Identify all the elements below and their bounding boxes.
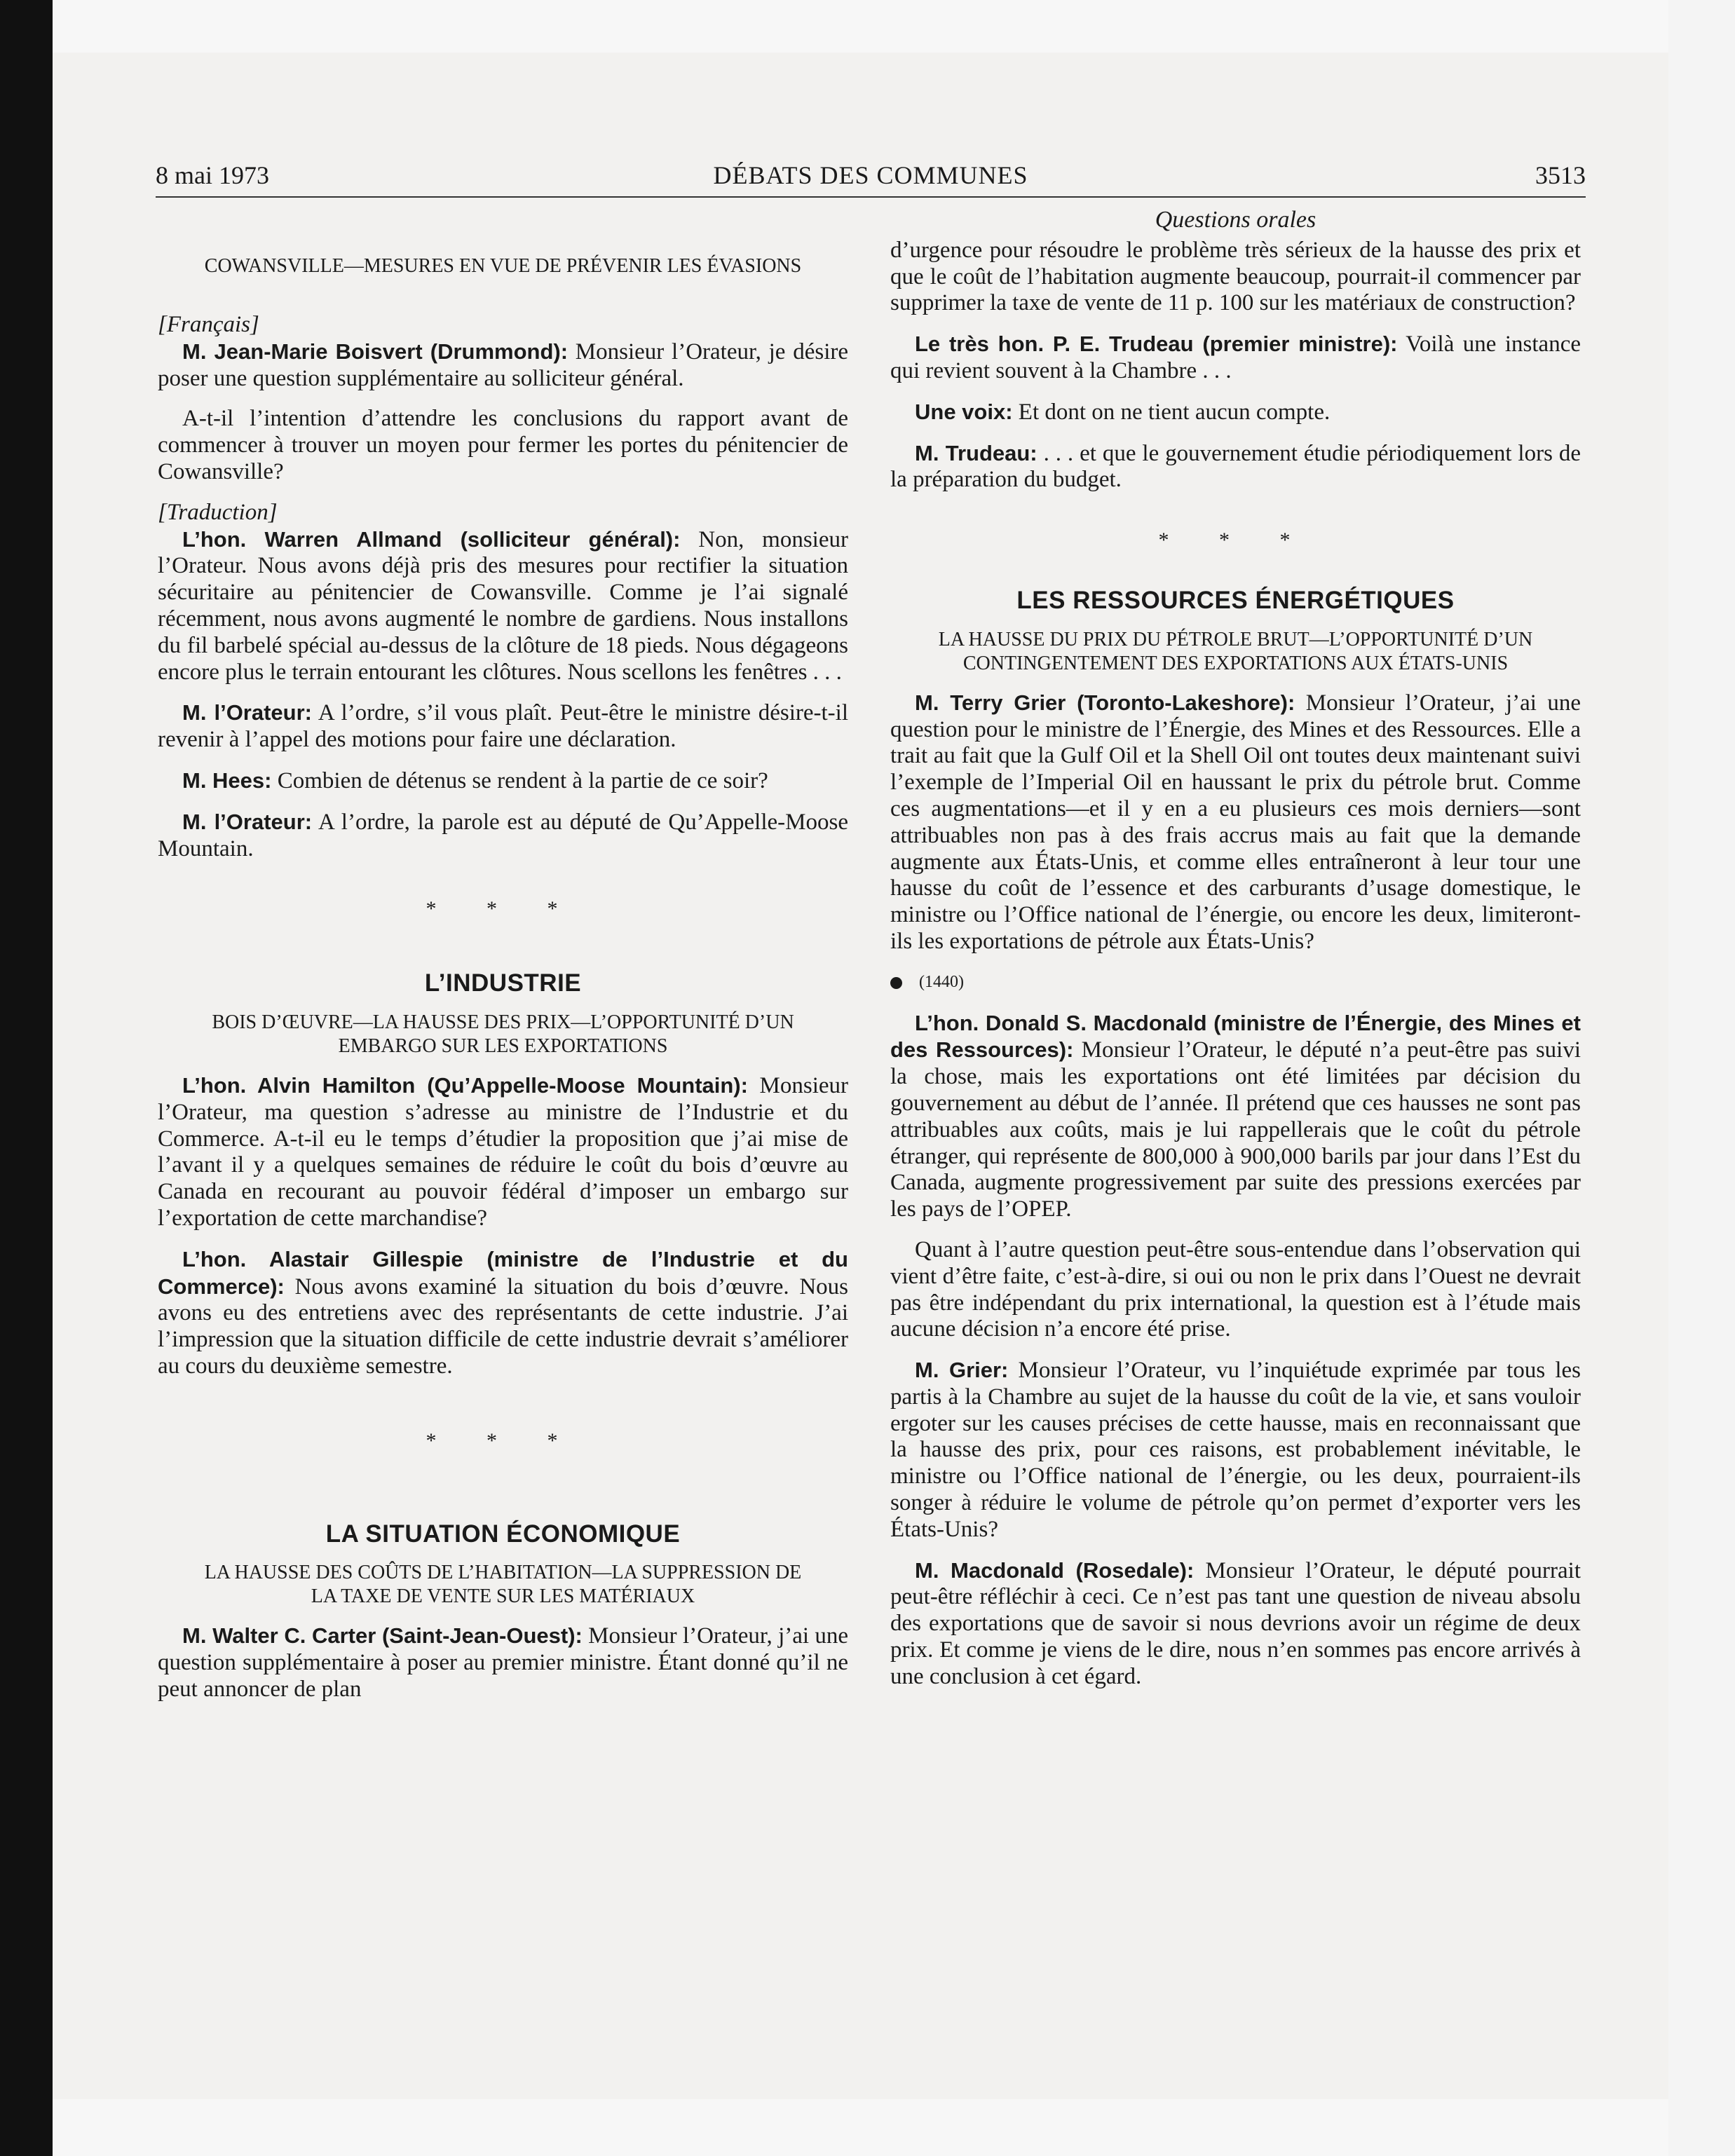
section-title-ressources-energetiques: LES RESSOURCES ÉNERGÉTIQUES [1016, 586, 1455, 614]
running-head: Questions orales [1155, 207, 1316, 233]
speaker-name: L’hon. Warren Allmand (solliciteur général): [182, 526, 681, 552]
page-header [156, 160, 1586, 198]
scan-border-right [1668, 0, 1735, 2156]
section-title-situation-economique: LA SITUATION ÉCONOMIQUE [325, 1520, 681, 1548]
scan-border-bottom [53, 2099, 1735, 2156]
speech-text: Voilà une instance qui revient souvent à la Chambre . . . [890, 332, 1581, 383]
time-stamp [890, 969, 1581, 996]
section-separator: * * * [426, 897, 580, 921]
paragraph-carter [158, 1623, 848, 1703]
speech-text: A l’ordre, s’il vous plaît. Peut-être le ministre désire-t-il revenir à l’appel des motions pour faire une déclaration. [158, 700, 848, 753]
speech-text: Monsieur l’Orateur, j’ai une question pour le ministre de l’Énergie, des Mines et des Ressources. Elle a trait au fait que la Gulf Oil et la Shell Oil ont toutes deux maintenant suivi l’exemple de l’Imperial Oil en haussant le prix du pétrole brut. Comme ces augmentations—et il y en a eu plusieurs ces mois derniers—sont attribuables non pas à des frais accrus mais au fait que la demande augmente aux États-Unis, et comme elles entraîneront à leur tour une hausse du coût de l’essence et des carburants d’usage domestique, le ministre ou l’Office national de l’énergie, ou encore les deux, limiteront-ils les exportations de pétrole aux États-Unis? [890, 690, 1581, 954]
speaker-name: M. Macdonald (Rosedale): [915, 1557, 1195, 1583]
paragraph-trudeau-1 [890, 331, 1581, 385]
speaker-name: L’hon. Donald S. Macdonald (ministre de l’Énergie, des Mines et des Ressources): [890, 1010, 1581, 1063]
language-marker-francais: [Français] [158, 312, 259, 337]
paragraph-boisvert [158, 339, 848, 393]
header-date: 8 mai 1973 [156, 161, 269, 189]
speech-text: Monsieur l’Orateur, le député n’a peut-être pas suivi la chose, mais les exportations ont été limitées par décision du gouvernement au début de l’année. Il prétend que ces hausses ne sont pas attribuables aux coûts, mais je lui rappellerais que le coût du pétrole étranger, qui représente de 800,000 à 900,000 barils par jour dans l’Est du Canada, augmente progressivement par suite des pressions exercées par les pays de l’OPEP. [890, 1037, 1581, 1222]
scan-border-top [53, 0, 1735, 53]
speaker-name: M. Trudeau: [915, 440, 1037, 465]
paragraph-boisvert-cont: A-t-il l’intention d’attendre les conclusions du rapport avant de commencer à trouver un moyen pour fermer les portes du pénitencier de Cowansville? [158, 406, 848, 484]
speaker-name: M. Walter C. Carter (Saint-Jean-Ouest): [182, 1623, 583, 1649]
speech-text: A l’ordre, la parole est au député de Qu’Appelle-Moose Mountain. [158, 809, 848, 861]
speech-text: Monsieur l’Orateur, ma question s’adresse au ministre de l’Industrie et du Commerce. A-t-il eu le temps d’étudier la proposition que j’ai mise de l’avant il y a quelques semaines de réduire le coût du bois d’œuvre au Canada en recourant au pouvoir fédéral d’imposer un embargo sur l’exportation de cette marchandise? [158, 1072, 848, 1231]
paragraph-une-voix [890, 399, 1581, 426]
speech-text: Monsieur l’Orateur, le député pourrait peut-être réfléchir à ceci. Ce n’est pas tant une question de niveau absolu des exportations que de savoir si nous devrions avoir un régime de deux prix. Et comme je viens de le dire, nous n’en sommes pas encore arrivés à une conclusion à cet égard. [890, 1557, 1581, 1689]
speech-text: Monsieur l’Orateur, je désire poser une question supplémentaire au solliciteur général. [158, 339, 848, 391]
header-page-number: 3513 [1535, 161, 1586, 189]
speaker-name: M. Jean-Marie Boisvert (Drummond): [182, 339, 569, 364]
language-marker-traduction: [Traduction] [158, 499, 278, 525]
speech-text: Et dont on ne tient aucun compte. [1012, 399, 1331, 425]
paragraph-macdonald-3 [890, 1557, 1581, 1691]
speaker-name: L’hon. Alvin Hamilton (Qu’Appelle-Moose Mountain): [182, 1072, 748, 1098]
paragraph-macdonald-2: Quant à l’autre question peut-être sous-entendue dans l’observation qui vient d’être faite, c’est-à-dire, si oui ou non le prix dans l’Ouest ne devrait pas être indépendant du prix international, la question est à l’étude mais aucune décision n’a encore été prise. [890, 1236, 1581, 1342]
speaker-name: Le très hon. P. E. Trudeau (premier ministre): [915, 332, 1398, 357]
paragraph-hees [158, 767, 848, 795]
header-title: DÉBATS DES COMMUNES [713, 161, 1028, 189]
section-title-industrie: L’INDUSTRIE [424, 969, 582, 997]
left-column [158, 207, 848, 1703]
speaker-name: M. l’Orateur: [182, 809, 313, 834]
section-separator: * * * [426, 1428, 580, 1452]
paragraph-allmand [158, 526, 848, 686]
speech-text: . . . et que le gouvernement étudie périodiquement lors de la préparation du budget. [890, 440, 1581, 493]
speaker-name: L’hon. Alastair Gillespie (ministre de l’Industrie et du Commerce): [158, 1246, 848, 1299]
speech-text: Monsieur l’Orateur, vu l’inquiétude exprimée par tous les partis à la Chambre au sujet de la hausse du coût de la vie, et sans vouloir ergoter sur les causes précises de cette hausse, mais en reconnaissant que la hausse des prix, pour ces raisons, est probablement inévitable, le ministre ou l’Office national de l’énergie, ou les deux, pourraient-ils songer à réduire le volume de pétrole qu’on permet d’exporter vers les États-Unis? [890, 1358, 1581, 1542]
speech-text: Nous avons examiné la situation du bois d’œuvre. Nous avons eu des entretiens avec des représentants de cette industrie. J’ai l’impression que la situation difficile de cette industrie devrait s’améliorer au cours du deuxième semestre. [158, 1274, 848, 1379]
subheading-bois-oeuvre: BOIS D’ŒUVRE—LA HAUSSE DES PRIX—L’OPPORTUNITÉ D’UN EMBARGO SUR LES EXPORTATIONS [212, 1011, 794, 1057]
paragraph-gillespie [158, 1246, 848, 1380]
subheading-petrole-brut: LA HAUSSE DU PRIX DU PÉTROLE BRUT—L’OPPORTUNITÉ D’UN CONTINGENTEMENT DES EXPORTATIONS AUX ÉTATS-UNIS [938, 628, 1533, 674]
paragraph-orateur-2 [158, 809, 848, 863]
speech-text: Non, monsieur l’Orateur. Nous avons déjà pris des mesures pour rectifier la situation sécuritaire au pénitencier de Cowansville. Comme je l’ai signalé récemment, nous avons augmenté le nombre de gardiens. Nous installons du fil barbelé spécial au-dessus de la clôture de 18 pieds. Nous dégageons encore plus le terrain entourant les clôtures. Nous scellons les fenêtres . . . [158, 526, 848, 685]
speech-text: Combien de détenus se rendent à la partie de ce soir? [271, 767, 768, 793]
speaker-name: Une voix: [915, 399, 1013, 424]
paragraph-orateur-1 [158, 700, 848, 753]
speaker-name: M. Hees: [182, 767, 272, 793]
paragraph-carter-cont: d’urgence pour résoudre le problème très sérieux de la hausse des prix et que le coût de l’habitation augmente beaucoup, pourrait-il commencer par supprimer la taxe de vente de 11 p. 100 sur les matériaux de construction? [890, 237, 1581, 316]
paragraph-hamilton [158, 1072, 848, 1232]
bullet-dot-icon [890, 977, 902, 989]
speaker-name: M. Terry Grier (Toronto-Lakeshore): [915, 690, 1295, 715]
paragraph-trudeau-2 [890, 440, 1581, 494]
speaker-name: M. Grier: [915, 1358, 1009, 1383]
subheading-habitation: LA HAUSSE DES COÛTS DE L’HABITATION—LA SUPPRESSION DE LA TAXE DE VENTE SUR LES MATÉRIAUX [204, 1562, 802, 1608]
paragraph-grier-1 [890, 690, 1581, 955]
right-column [890, 207, 1581, 1691]
section-separator: * * * [1158, 528, 1313, 552]
paragraph-macdonald-1 [890, 1010, 1581, 1223]
scan-border-left [0, 0, 53, 2156]
subheading-cowansville: COWANSVILLE—MESURES EN VUE DE PRÉVENIR LES ÉVASIONS [204, 255, 802, 277]
time-stamp-text: (1440) [919, 972, 964, 991]
speaker-name: M. l’Orateur: [182, 700, 312, 725]
paragraph-grier-2 [890, 1357, 1581, 1543]
speech-text: Monsieur l’Orateur, j’ai une question supplémentaire à poser au premier ministre. Étant donné qu’il ne peut annoncer de plan [158, 1623, 848, 1702]
